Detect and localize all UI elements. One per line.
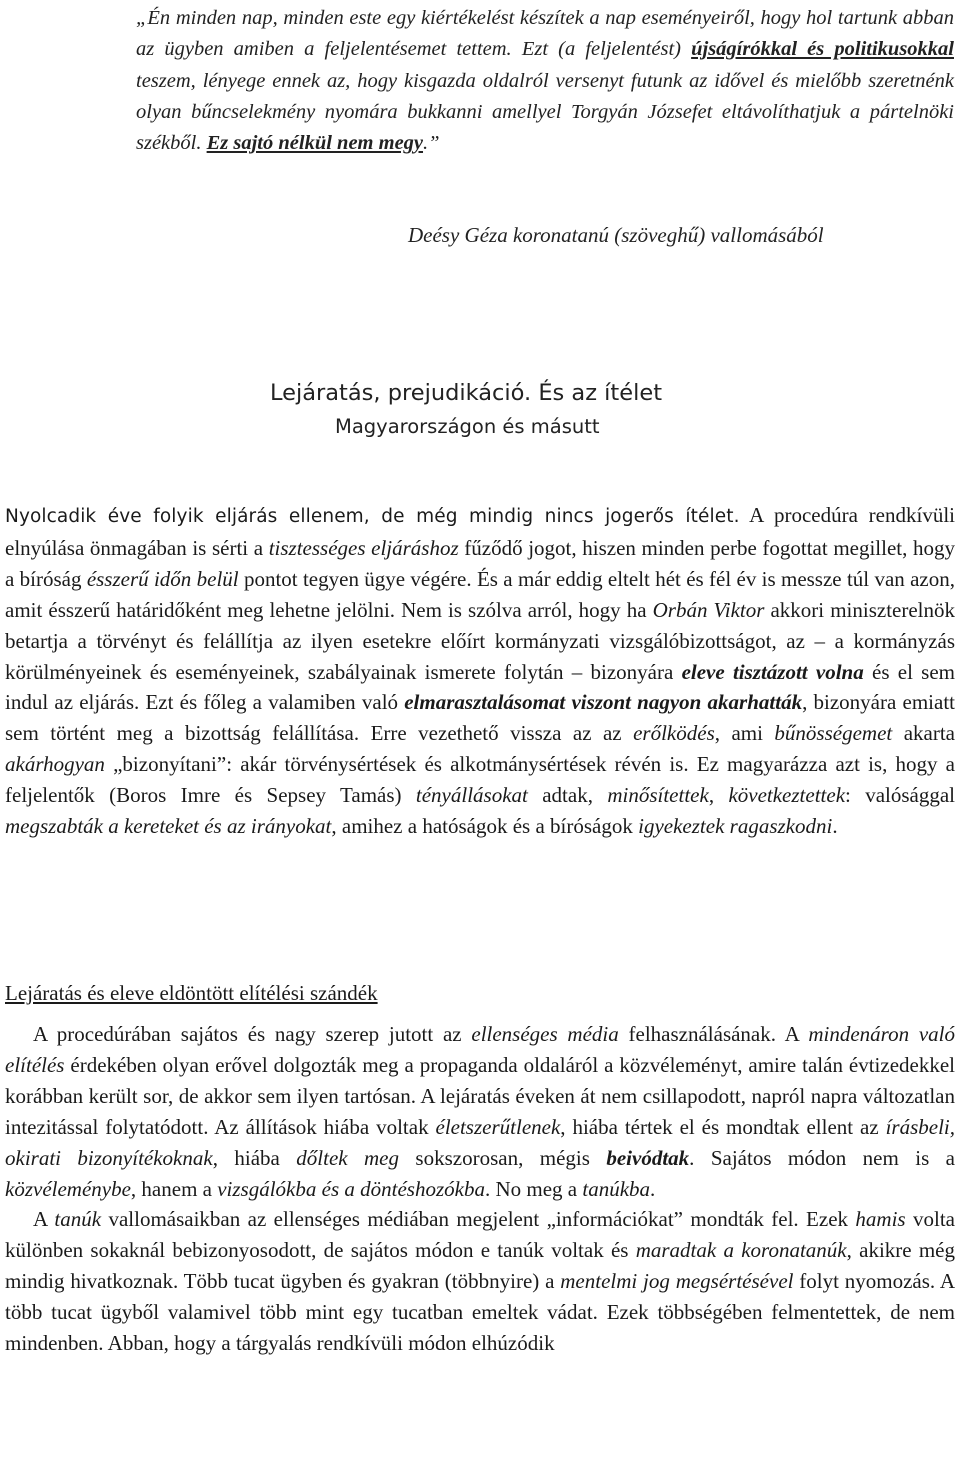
emphasis: írásbeli, okirati bizonyítékoknak — [5, 1114, 955, 1170]
paragraph-text: Nyolcadik éve folyik eljárás ellenem, de még mindig nincs jogerős ítélet. — [5, 506, 740, 527]
paragraph-text: akarta — [892, 721, 955, 746]
emphasis: maradtak a koronatanúk — [635, 1238, 847, 1263]
emphasis: Orbán Viktor — [652, 597, 765, 622]
emphasis: vizsgálókba és a döntéshozókba — [217, 1176, 485, 1201]
quote-underlined: Ez sajtó nélkül nem megy — [206, 132, 424, 155]
paragraph-intro — [5, 500, 955, 842]
quote-text: .” — [423, 132, 440, 155]
emphasis: mindenáron való elítélés — [5, 1022, 955, 1077]
emphasis: igyekeztek ragaszkodni — [638, 814, 833, 839]
paragraph-text: , hiába tértek el és mondtak ellent az — [560, 1114, 886, 1139]
paragraph-text: felhasználásának. A — [618, 1022, 809, 1046]
strong-emphasis: eleve tisztázott volna — [681, 659, 864, 684]
emphasis: dőltek meg — [296, 1145, 399, 1170]
paragraph-text: akkori miniszterelnök betartja a törvényt és felállítja az ilyen esetekre előírt kormányzati vizsgálóbizottságot, az – a kormányzás körülményeinek és eseményeinek, szabályainak ismerete folytán – bizonyára — [5, 597, 955, 684]
emphasis: bűnösségemet — [774, 721, 893, 746]
emphasis: ésszerű időn belül — [86, 566, 239, 591]
paragraph-text: folyt nyomozás. A több tucat ügyből valamivel több mint egy tucatban emeltek vádat. Ezek többségében felmentettek, de nem mindenben. Abban, hogy a tárgyalás rendkívüli módon elhúzódik — [5, 1269, 956, 1356]
paragraph-text: adtak, — [527, 783, 608, 808]
paragraph-body — [5, 1019, 955, 1359]
paragraph-text: : valósággal — [845, 783, 956, 808]
paragraph-text: A — [33, 1207, 55, 1232]
paragraph-text: , akikre még mindig hivatkoznak. Több tucat ügyben és gyakran (többnyire) a — [5, 1238, 955, 1294]
paragraph-text: . Sajátos módon nem is a — [689, 1145, 955, 1170]
paragraph-text: sokszorosan, mégis — [399, 1145, 607, 1170]
section-title: Lejáratás, prejudikáció. És az ítélet — [270, 380, 663, 406]
emphasis: hamis — [855, 1207, 906, 1232]
paragraph-text: érdekében olyan erővel dolgozták meg a propaganda oldaláról a közvéleményt, amire talán évtizedekkel korábban került sor, de akkor sem ilyen tartósan. A lejáratás éveken át nem csillapodott, napról napra változatlan intezitással folytatódott. Az állítások hiába voltak — [5, 1052, 955, 1139]
epigraph-quote — [136, 3, 954, 159]
paragraph-text: A procedúra rendkívüli elnyúlása önmagában is sérti a — [5, 503, 955, 560]
paragraph-text: , hiába — [212, 1145, 297, 1170]
paragraph-text: A procedúrában sajátos és nagy szerep jutott az — [33, 1022, 472, 1046]
strong-emphasis: beivódtak — [606, 1145, 690, 1170]
emphasis: tanúk — [54, 1207, 102, 1232]
subsection-heading: Lejáratás és eleve eldöntött elítélési szándék — [5, 981, 378, 1005]
emphasis: életszerűtlenek — [435, 1114, 561, 1139]
quote-attribution: Deésy Géza koronatanú (szöveghű) vallomásából — [408, 223, 824, 247]
paragraph-text: vallomásaikban az ellenséges médiában megjelent „információkat” mondták fel. Ezek — [101, 1207, 856, 1232]
quote-text: „Én minden nap, minden este egy kiértékelést készítek a nap eseményeiről, hogy hol tartunk abban az ügyben amiben a feljelentésemet tettem. Ezt (a feljelentést) — [136, 7, 954, 61]
emphasis: következtettek — [728, 783, 846, 808]
paragraph-text: „bizonyítani”: akár törvénysértések és alkotmánysértések révén is. Ez magyarázza azt is, hogy a feljelentők (Boros Imre és Sepsey Tamás) — [5, 752, 955, 808]
paragraph-text: . — [650, 1176, 656, 1201]
section-subtitle: Magyarországon és másutt — [335, 415, 600, 438]
paragraph-text: . No meg a — [484, 1176, 583, 1201]
paragraph-text: és el sem indul az eljárás. Ezt és főleg a valamiben való — [5, 659, 956, 715]
paragraph-text: , — [708, 783, 729, 808]
paragraph-text: pontot tegyen ügye végére. És a már eddig eltelt hét és fél év is messze túl van azon, amit ésszerű határidőként meg lehetne jelölni. Nem is szólva arról, hogy ha — [5, 566, 955, 622]
paragraph-text: fűződő jogot, hiszen minden perbe fogottat megillet, hogy a bíróság — [5, 535, 955, 591]
quote-underlined: újságírókkal és politikusokkal — [691, 38, 954, 61]
paragraph-text: , bizonyára emiatt sem történt meg a bizottság felállítása. Erre vezethető vissza az az — [5, 690, 955, 746]
emphasis: erőlködés — [633, 721, 715, 746]
emphasis: ellenséges média — [471, 1022, 619, 1046]
emphasis: minősítettek — [607, 783, 709, 808]
quote-text: teszem, lényege ennek az, hogy kisgazda oldalról versenyt futunk az idővel és mielőbb szeretnénk olyan bűncselekmény nyomára bukkanni amellyel Torgyán Józsefet eltávolíthatjuk a pártelnöki székből. — [136, 69, 954, 155]
emphasis: közvéleménybe — [5, 1176, 131, 1201]
paragraph-text: , amihez a hatóságok és a bíróságok — [331, 814, 639, 839]
emphasis: tisztességes eljáráshoz — [268, 535, 459, 560]
emphasis: akárhogyan — [5, 752, 105, 777]
paragraph-text: . — [832, 814, 838, 839]
strong-emphasis: elmarasztalásomat viszont nagyon akarhatták — [404, 690, 803, 715]
emphasis: mentelmi jog megsértésével — [560, 1269, 794, 1294]
emphasis: tényállásokat — [415, 783, 528, 808]
paragraph-text: , hanem a — [130, 1176, 218, 1201]
paragraph-text: , ami — [714, 721, 775, 746]
emphasis: tanúkba — [582, 1176, 651, 1201]
emphasis: megszabták a kereteket és az irányokat — [5, 814, 332, 839]
paragraph-text: volta különben sokaknál bebizonyosodott, de sajátos módon e tanúk voltak és — [5, 1207, 955, 1263]
